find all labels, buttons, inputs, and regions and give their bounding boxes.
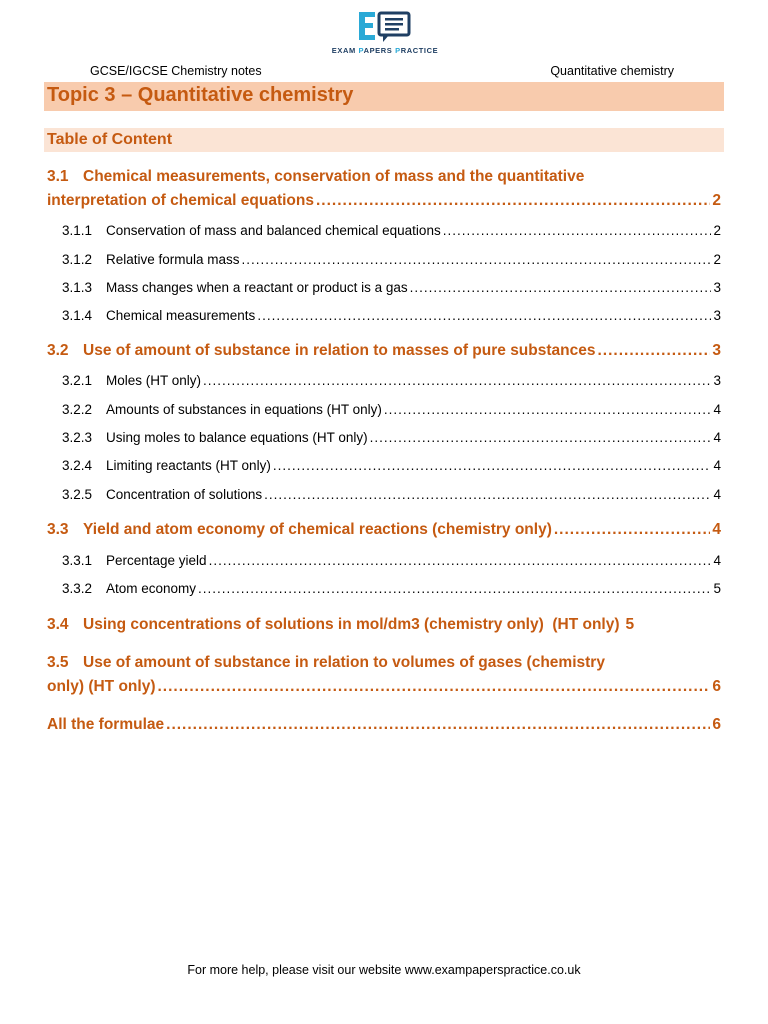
toc-page-number: 4 — [712, 521, 721, 538]
toc-leader — [242, 252, 712, 267]
toc-entry-3-3[interactable]: 3.3 Yield and atom economy of chemical reactions (chemistry only) ..... 4 — [47, 521, 721, 539]
toc-leader — [198, 581, 711, 596]
toc-page-number: 5 — [713, 581, 721, 596]
toc-leader — [203, 373, 711, 388]
toc-entry-3-2-4[interactable]: 3.2.4 Limiting reactants (HT only) ..... 4 — [62, 458, 721, 473]
toc-entry-text: Moles (HT only) — [106, 373, 202, 388]
toc-leader — [257, 308, 711, 323]
toc-entry-text: Percentage yield — [106, 553, 207, 568]
toc-entry-3-1-2[interactable]: 3.1.2 Relative formula mass ..... 2 — [62, 252, 721, 267]
toc-entry-3-2-3[interactable]: 3.2.3 Using moles to balance equations (HT only) ..... 4 — [62, 430, 721, 445]
toc-leader — [443, 223, 712, 238]
toc-entry-3-2[interactable]: 3.2 Use of amount of substance in relation to masses of pure substances ..... 3 — [47, 342, 721, 360]
toc-entry-text: Chemical measurements — [106, 308, 256, 323]
toc-entry-3-2-5[interactable]: 3.2.5 Concentration of solutions ..... 4 — [62, 487, 721, 502]
header-subject: GCSE/IGCSE Chemistry notes — [90, 64, 262, 78]
toc-page-number: 2 — [712, 192, 721, 209]
toc-entry-text: Concentration of solutions — [106, 487, 263, 502]
toc-leader — [158, 678, 711, 696]
toc-leader — [410, 280, 712, 295]
toc-leader — [554, 521, 711, 539]
toc-page-number: 2 — [713, 223, 721, 238]
toc-page-number: 2 — [713, 252, 721, 267]
toc-entry-3-1-3[interactable]: 3.1.3 Mass changes when a reactant or product is a gas ..... 3 — [62, 280, 721, 295]
toc-entry-3-3-2[interactable]: 3.3.2 Atom economy ..... 5 — [62, 581, 721, 596]
toc-entry-all-formulae[interactable] — [47, 716, 721, 734]
toc-leader — [597, 342, 710, 360]
toc-page-number: 5 — [625, 616, 635, 633]
toc-entry-text: Use of amount of substance in relation to masses of pure substances — [83, 342, 596, 359]
logo-wordmark: EXAM PAPERS PRACTICE — [331, 46, 439, 55]
toc-page-number: 4 — [713, 430, 721, 445]
toc-page-number: 4 — [713, 402, 721, 417]
toc-page-number: 4 — [713, 458, 721, 473]
toc-page-number: 6 — [712, 716, 721, 733]
toc-page-number: 3 — [713, 308, 721, 323]
toc-entry-text: Amounts of substances in equations (HT only) — [106, 402, 382, 417]
toc-entry-3-1-line1[interactable]: 3.1 Chemical measurements, conservation of mass and the quantitative — [47, 168, 585, 185]
toc-entry-3-1[interactable] — [47, 192, 721, 210]
toc-entry-3-4[interactable]: 3.4 Using concentrations of solutions in mol/dm3 (chemistry only) (HT only) 5 — [47, 616, 635, 633]
toc-page-number: 3 — [712, 342, 721, 359]
toc-entry-text: interpretation of chemical equations — [47, 192, 314, 209]
toc-page-number: 4 — [713, 487, 721, 502]
toc-page-number: 6 — [712, 678, 721, 695]
toc-heading: Table of Content — [47, 131, 173, 148]
logo-mark-icon — [353, 10, 417, 44]
toc-leader — [209, 553, 712, 568]
toc-leader — [264, 487, 711, 502]
page-footer: For more help, please visit our website www.exampaperspractice.co.uk — [187, 963, 581, 977]
toc-entry-3-3-1[interactable]: 3.3.1 Percentage yield ..... 4 — [62, 553, 721, 568]
toc-entry-text: Using moles to balance equations (HT only) — [106, 430, 368, 445]
toc-entry-text: Yield and atom economy of chemical reactions (chemistry only) — [83, 521, 552, 538]
toc-entry-text: Conservation of mass and balanced chemical equations — [106, 223, 441, 238]
toc-entry-text: Limiting reactants (HT only) — [106, 458, 271, 473]
toc-leader — [384, 402, 712, 417]
toc-entry-text: Using concentrations of solutions in mol/dm3 (chemistry only) (HT only) — [83, 616, 620, 633]
header-topic: Quantitative chemistry — [550, 64, 674, 78]
toc-page-number: 3 — [713, 280, 721, 295]
toc-page-number: 3 — [713, 373, 721, 388]
title-bar — [44, 82, 724, 111]
toc-entry-text: All the formulae — [47, 716, 165, 733]
toc-entry-3-5-line1[interactable]: 3.5 Use of amount of substance in relation to volumes of gases (chemistry — [47, 654, 605, 671]
toc-leader — [273, 458, 712, 473]
toc-page-number: 4 — [713, 553, 721, 568]
page-title: Topic 3 – Quantitative chemistry — [47, 84, 354, 106]
toc-entry-text: Relative formula mass — [106, 252, 240, 267]
exam-papers-practice-logo — [310, 10, 460, 62]
toc-heading-bar — [44, 128, 724, 152]
toc-entry-3-5[interactable] — [47, 678, 721, 696]
toc-entry-3-2-1[interactable]: 3.2.1 Moles (HT only) ..... 3 — [62, 373, 721, 388]
toc-leader — [166, 716, 710, 734]
toc-leader — [370, 430, 712, 445]
toc-leader — [316, 192, 710, 210]
toc-entry-text: only) (HT only) — [47, 678, 156, 695]
toc-entry-3-2-2[interactable]: 3.2.2 Amounts of substances in equations (HT only) ..... 4 — [62, 402, 721, 417]
toc-entry-text: Mass changes when a reactant or product is a gas — [106, 280, 408, 295]
toc-entry-3-1-4[interactable]: 3.1.4 Chemical measurements ..... 3 — [62, 308, 721, 323]
toc-entry-text: Atom economy — [106, 581, 197, 596]
toc-entry-3-1-1[interactable]: 3.1.1 Conservation of mass and balanced chemical equations ..... 2 — [62, 223, 721, 238]
